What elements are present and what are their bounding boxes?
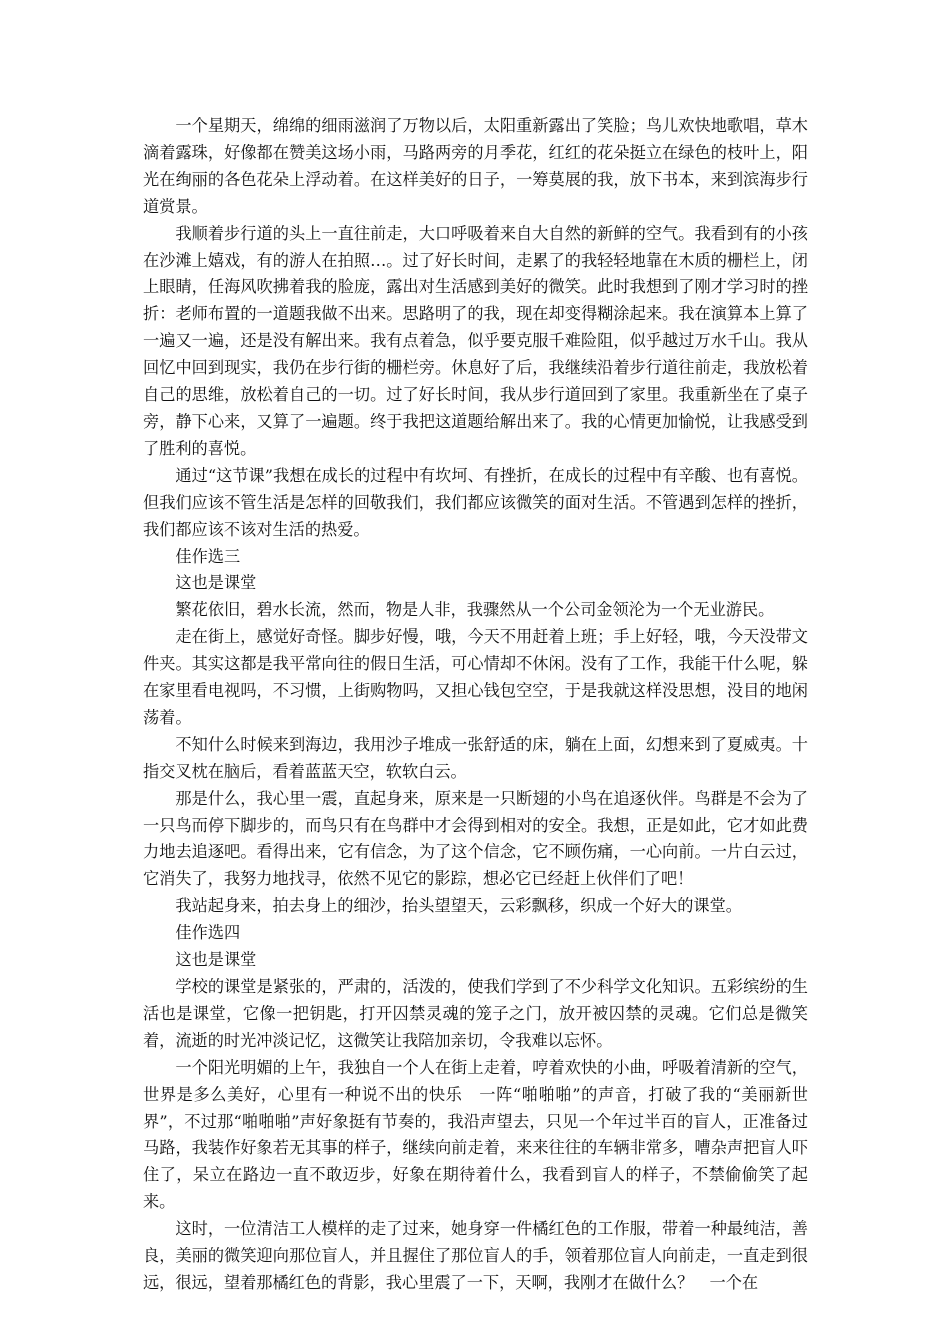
paragraph: 不知什么时候来到海边，我用沙子堆成一张舒适的床，躺在上面，幻想来到了夏威夷。十指交叉枕在脑后，看着蓝蓝天空，软软白云。 [143, 734, 808, 781]
paragraph: 一个星期天，绵绵的细雨滋润了万物以后，太阳重新露出了笑脸；鸟儿欢快地歌唱，草木滴着露珠，好像都在赞美这场小雨，马路两旁的月季花，红红的花朵挺立在绿色的枝叶上，阳光在绚丽的各色花朵上浮动着。在这样美好的日子，一筹莫展的我，放下书本，来到滨海步行道赏景。 [143, 116, 808, 216]
paragraph: 通过“这节课”我想在成长的过程中有坎坷、有挫折，在成长的过程中有辛酸、也有喜悦。但我们应该不管生活是怎样的回敬我们，我们都应该微笑的面对生活。不管遇到怎样的挫折，我们都应该不该对生活的热爱。 [143, 465, 808, 539]
essay-title: 这也是课堂 [175, 573, 257, 593]
paragraph: 我顺着步行道的头上一直往前走，大口呼吸着来自大自然的新鲜的空气。我看到有的小孩在沙滩上嬉戏，有的游人在拍照…。过了好长时间，走累了的我轻轻地靠在木质的栅栏上，闭上眼睛，任海风吹拂着我的脸庞，露出对生活感到美好的微笑。此时我想到了刚才学习时的挫折：老师布置的一道题我做不出来。思路明了的我，现在却变得糊涂起来。我在演算本上算了一遍又一遍，还是没有解出来。我有点着急，似乎要克服千难险阻，似乎越过万水千山。我从回忆中回到现实，我仍在步行街的栅栏旁。休息好了后，我继续沿着步行道往前走，我放松着自己的思维，放松着自己的一切。过了好长时间，我从步行道回到了家里。我重新坐在了桌子旁，静下心来，又算了一遍题。终于我把这道题给解出来了。我的心情更加愉悦，让我感受到了胜利的喜悦。 [143, 223, 808, 458]
paragraph: 这时，一位清洁工人模样的走了过来，她身穿一件橘红色的工作服，带着一种最纯洁，善良，美丽的微笑迎向那位盲人，并且握住了那位盲人的手，领着那位盲人向前走，一直走到很远，很远，望着那橘红色的背影，我心里震了一下，天啊，我刚才在做什么？ 一个在 [143, 1219, 808, 1292]
essay-title: 这也是课堂 [175, 950, 257, 970]
document-body [143, 113, 808, 1297]
paragraph: 繁花依旧，碧水长流，然而，物是人非，我骤然从一个公司金领沦为一个无业游民。 [175, 600, 775, 620]
paragraph: 走在街上，感觉好奇怪。脚步好慢，哦，今天不用赶着上班；手上好轻，哦，今天没带文件夹。其实这都是我平常向往的假日生活，可心情却不休闲。没有了工作，我能干什么呢，躲在家里看电视吗，不习惯，上街购物吗，又担心钱包空空，于是我就这样没思想，没目的地闲荡着。 [143, 627, 808, 727]
section-heading: 佳作选三 [175, 546, 241, 566]
paragraph: 学校的课堂是紧张的，严肃的，活泼的，使我们学到了不少科学文化知识。五彩缤纷的生活也是课堂，它像一把钥匙，打开囚禁灵魂的笼子之门，放开被囚禁的灵魂。它们总是微笑着，流逝的时光冲淡记忆，这微笑让我陪加亲切，令我难以忘怀。 [143, 977, 808, 1050]
paragraph: 那是什么，我心里一震，直起身来，原来是一只断翅的小鸟在追逐伙伴。鸟群是不会为了一只鸟而停下脚步的，而鸟只有在鸟群中才会得到相对的安全。我想，正是如此，它才如此费力地去追逐吧。看得出来，它有信念，为了这个信念，它不顾伤痛，一心向前。一片白云过，它消失了，我努力地找寻，依然不见它的影踪，想必它已经赶上伙伴们了吧！ [143, 788, 808, 889]
section-heading: 佳作选四 [175, 923, 241, 943]
paragraph: 一个阳光明媚的上午，我独自一个人在街上走着，哼着欢快的小曲，呼吸着清新的空气，世界是多么美好，心里有一种说不出的快乐 一阵“啪啪啪”的声音，打破了我的“美丽新世界”，不过那“啪啪啪”声好象挺有节奏的，我沿声望去，只见一个年过半百的盲人，正准备过马路，我装作好象若无其事的样子，继续向前走着，来来往往的车辆非常多，嘈杂声把盲人吓住了，呆立在路边一直不敢迈步，好象在期待着什么，我看到盲人的样子，不禁偷偷笑了起来。 [143, 1057, 808, 1212]
paragraph: 我站起身来，拍去身上的细沙，抬头望望天，云彩飘移，织成一个好大的课堂。 [175, 896, 742, 916]
